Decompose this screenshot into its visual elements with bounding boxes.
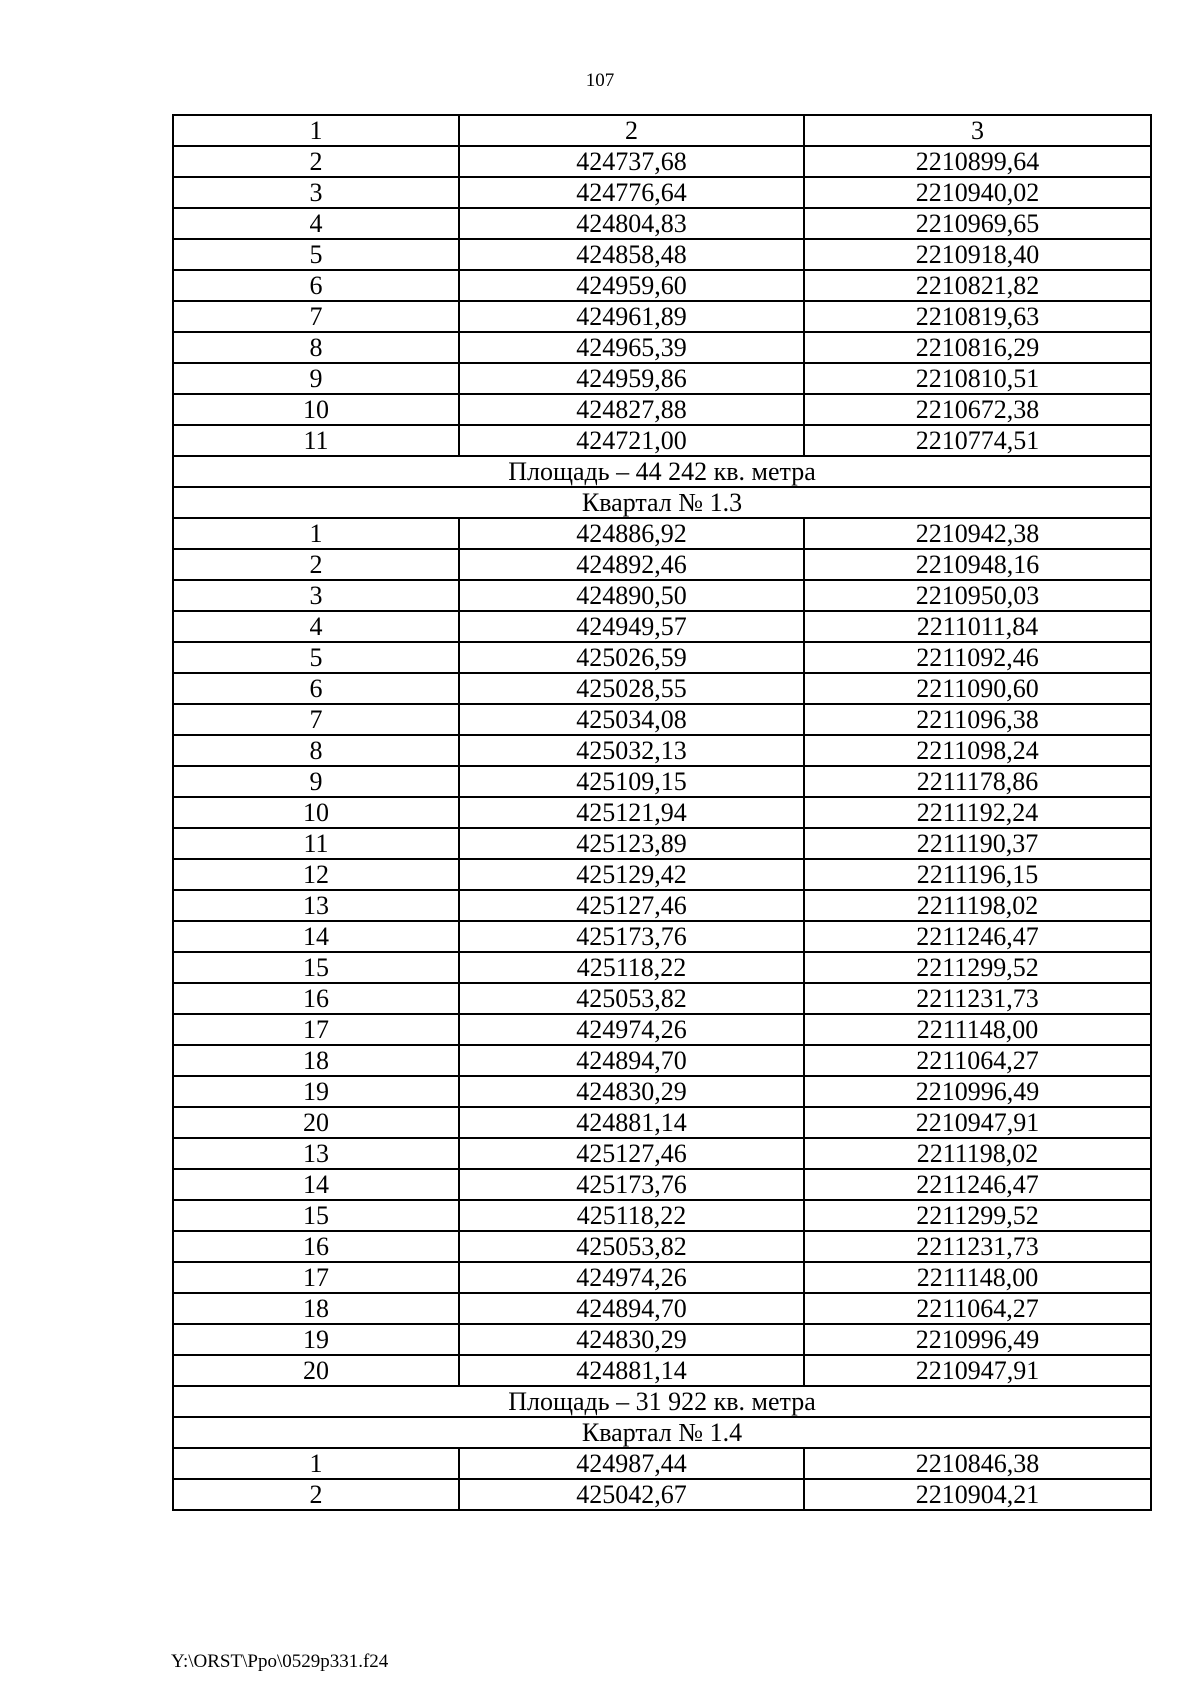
x-coordinate-cell: 425118,22	[459, 1200, 804, 1231]
point-number-cell: 4	[173, 611, 459, 642]
y-coordinate-cell: 2210942,38	[804, 518, 1151, 549]
x-coordinate-cell: 424776,64	[459, 177, 804, 208]
table-header-row	[173, 115, 1151, 146]
x-coordinate-cell: 424886,92	[459, 518, 804, 549]
table-row	[173, 1324, 1151, 1355]
point-number-cell: 2	[173, 1479, 459, 1510]
x-coordinate-cell: 425026,59	[459, 642, 804, 673]
point-number-cell: 3	[173, 177, 459, 208]
x-coordinate-cell: 425042,67	[459, 1479, 804, 1510]
x-coordinate-cell: 424894,70	[459, 1293, 804, 1324]
point-number-cell: 8	[173, 735, 459, 766]
point-number-cell: 1	[173, 1448, 459, 1479]
table-row	[173, 921, 1151, 952]
y-coordinate-cell: 2211196,15	[804, 859, 1151, 890]
x-coordinate-cell: 425032,13	[459, 735, 804, 766]
y-coordinate-cell: 2211231,73	[804, 983, 1151, 1014]
point-number-cell: 11	[173, 828, 459, 859]
point-number-cell: 16	[173, 1231, 459, 1262]
y-coordinate-cell: 2210821,82	[804, 270, 1151, 301]
table-row	[173, 177, 1151, 208]
table-row	[173, 1448, 1151, 1479]
x-coordinate-cell: 425053,82	[459, 983, 804, 1014]
x-coordinate-cell: 424830,29	[459, 1324, 804, 1355]
y-coordinate-cell: 2211148,00	[804, 1014, 1151, 1045]
table-row	[173, 983, 1151, 1014]
table-row	[173, 363, 1151, 394]
x-coordinate-cell: 425127,46	[459, 1138, 804, 1169]
table-row	[173, 859, 1151, 890]
table-row	[173, 425, 1151, 456]
y-coordinate-cell: 2210846,38	[804, 1448, 1151, 1479]
table-row	[173, 301, 1151, 332]
y-coordinate-cell: 2211011,84	[804, 611, 1151, 642]
section-heading-cell: Площадь – 31 922 кв. метра	[173, 1386, 1151, 1417]
y-coordinate-cell: 2211299,52	[804, 1200, 1151, 1231]
header-cell-x-coordinate: 2	[459, 115, 804, 146]
point-number-cell: 7	[173, 301, 459, 332]
point-number-cell: 19	[173, 1076, 459, 1107]
x-coordinate-cell: 424974,26	[459, 1262, 804, 1293]
point-number-cell: 2	[173, 146, 459, 177]
y-coordinate-cell: 2210950,03	[804, 580, 1151, 611]
point-number-cell: 20	[173, 1107, 459, 1138]
table-section-row	[173, 456, 1151, 487]
table-section-row	[173, 487, 1151, 518]
point-number-cell: 9	[173, 766, 459, 797]
x-coordinate-cell: 424961,89	[459, 301, 804, 332]
x-coordinate-cell: 424974,26	[459, 1014, 804, 1045]
point-number-cell: 13	[173, 1138, 459, 1169]
x-coordinate-cell: 425028,55	[459, 673, 804, 704]
point-number-cell: 15	[173, 952, 459, 983]
y-coordinate-cell: 2210969,65	[804, 208, 1151, 239]
y-coordinate-cell: 2211198,02	[804, 1138, 1151, 1169]
point-number-cell: 17	[173, 1014, 459, 1045]
table-row	[173, 1076, 1151, 1107]
x-coordinate-cell: 424949,57	[459, 611, 804, 642]
x-coordinate-cell: 425127,46	[459, 890, 804, 921]
x-coordinate-cell: 424721,00	[459, 425, 804, 456]
section-heading-cell: Квартал № 1.4	[173, 1417, 1151, 1448]
x-coordinate-cell: 424965,39	[459, 332, 804, 363]
x-coordinate-cell: 424987,44	[459, 1448, 804, 1479]
table-row	[173, 1014, 1151, 1045]
y-coordinate-cell: 2211064,27	[804, 1045, 1151, 1076]
x-coordinate-cell: 424881,14	[459, 1107, 804, 1138]
table-section-row	[173, 1386, 1151, 1417]
header-cell-point-number: 1	[173, 115, 459, 146]
y-coordinate-cell: 2210996,49	[804, 1076, 1151, 1107]
point-number-cell: 10	[173, 797, 459, 828]
y-coordinate-cell: 2210947,91	[804, 1355, 1151, 1386]
header-cell-y-coordinate: 3	[804, 115, 1151, 146]
table-row	[173, 766, 1151, 797]
table-row	[173, 704, 1151, 735]
x-coordinate-cell: 425109,15	[459, 766, 804, 797]
point-number-cell: 12	[173, 859, 459, 890]
table-row	[173, 146, 1151, 177]
point-number-cell: 20	[173, 1355, 459, 1386]
table-row	[173, 1231, 1151, 1262]
y-coordinate-cell: 2211198,02	[804, 890, 1151, 921]
point-number-cell: 14	[173, 1169, 459, 1200]
table-row	[173, 890, 1151, 921]
x-coordinate-cell: 424890,50	[459, 580, 804, 611]
point-number-cell: 5	[173, 642, 459, 673]
x-coordinate-cell: 424892,46	[459, 549, 804, 580]
x-coordinate-cell: 425034,08	[459, 704, 804, 735]
point-number-cell: 18	[173, 1293, 459, 1324]
table-row	[173, 332, 1151, 363]
y-coordinate-cell: 2210819,63	[804, 301, 1151, 332]
table-row	[173, 673, 1151, 704]
footer-file-path: Y:\ORST\Ppo\0529p331.f24	[171, 1651, 389, 1672]
y-coordinate-cell: 2210672,38	[804, 394, 1151, 425]
x-coordinate-cell: 424959,60	[459, 270, 804, 301]
y-coordinate-cell: 2211090,60	[804, 673, 1151, 704]
point-number-cell: 15	[173, 1200, 459, 1231]
point-number-cell: 9	[173, 363, 459, 394]
y-coordinate-cell: 2210904,21	[804, 1479, 1151, 1510]
table-row	[173, 270, 1151, 301]
point-number-cell: 11	[173, 425, 459, 456]
table-row	[173, 394, 1151, 425]
x-coordinate-cell: 425121,94	[459, 797, 804, 828]
point-number-cell: 4	[173, 208, 459, 239]
y-coordinate-cell: 2210940,02	[804, 177, 1151, 208]
x-coordinate-cell: 424858,48	[459, 239, 804, 270]
table-row	[173, 1107, 1151, 1138]
y-coordinate-cell: 2211178,86	[804, 766, 1151, 797]
coordinates-table	[172, 114, 1152, 1511]
x-coordinate-cell: 424804,83	[459, 208, 804, 239]
y-coordinate-cell: 2211190,37	[804, 828, 1151, 859]
point-number-cell: 1	[173, 518, 459, 549]
point-number-cell: 17	[173, 1262, 459, 1293]
page-number: 107	[585, 70, 615, 91]
table-row	[173, 239, 1151, 270]
point-number-cell: 10	[173, 394, 459, 425]
x-coordinate-cell: 424830,29	[459, 1076, 804, 1107]
point-number-cell: 18	[173, 1045, 459, 1076]
section-heading-cell: Площадь – 44 242 кв. метра	[173, 456, 1151, 487]
point-number-cell: 7	[173, 704, 459, 735]
table-row	[173, 1355, 1151, 1386]
y-coordinate-cell: 2210918,40	[804, 239, 1151, 270]
table-row	[173, 1479, 1151, 1510]
table-row	[173, 952, 1151, 983]
table-row	[173, 549, 1151, 580]
y-coordinate-cell: 2211096,38	[804, 704, 1151, 735]
table-row	[173, 1262, 1151, 1293]
y-coordinate-cell: 2211299,52	[804, 952, 1151, 983]
y-coordinate-cell: 2211231,73	[804, 1231, 1151, 1262]
x-coordinate-cell: 424881,14	[459, 1355, 804, 1386]
table-row	[173, 611, 1151, 642]
y-coordinate-cell: 2210948,16	[804, 549, 1151, 580]
x-coordinate-cell: 425053,82	[459, 1231, 804, 1262]
x-coordinate-cell: 424894,70	[459, 1045, 804, 1076]
x-coordinate-cell: 425118,22	[459, 952, 804, 983]
coordinates-table-body	[173, 115, 1151, 1510]
section-heading-cell: Квартал № 1.3	[173, 487, 1151, 518]
point-number-cell: 14	[173, 921, 459, 952]
point-number-cell: 8	[173, 332, 459, 363]
table-row	[173, 580, 1151, 611]
point-number-cell: 3	[173, 580, 459, 611]
table-row	[173, 797, 1151, 828]
y-coordinate-cell: 2210996,49	[804, 1324, 1151, 1355]
table-row	[173, 1138, 1151, 1169]
x-coordinate-cell: 424959,86	[459, 363, 804, 394]
y-coordinate-cell: 2211064,27	[804, 1293, 1151, 1324]
table-row	[173, 1293, 1151, 1324]
table-row	[173, 518, 1151, 549]
y-coordinate-cell: 2210810,51	[804, 363, 1151, 394]
x-coordinate-cell: 425173,76	[459, 921, 804, 952]
point-number-cell: 6	[173, 673, 459, 704]
x-coordinate-cell: 425123,89	[459, 828, 804, 859]
x-coordinate-cell: 425129,42	[459, 859, 804, 890]
table-row	[173, 828, 1151, 859]
y-coordinate-cell: 2210774,51	[804, 425, 1151, 456]
table-row	[173, 1045, 1151, 1076]
x-coordinate-cell: 425173,76	[459, 1169, 804, 1200]
point-number-cell: 5	[173, 239, 459, 270]
point-number-cell: 2	[173, 549, 459, 580]
y-coordinate-cell: 2211192,24	[804, 797, 1151, 828]
y-coordinate-cell: 2210947,91	[804, 1107, 1151, 1138]
y-coordinate-cell: 2211148,00	[804, 1262, 1151, 1293]
x-coordinate-cell: 424827,88	[459, 394, 804, 425]
y-coordinate-cell: 2211246,47	[804, 1169, 1151, 1200]
y-coordinate-cell: 2211246,47	[804, 921, 1151, 952]
point-number-cell: 13	[173, 890, 459, 921]
point-number-cell: 16	[173, 983, 459, 1014]
table-row	[173, 1169, 1151, 1200]
table-row	[173, 735, 1151, 766]
point-number-cell: 19	[173, 1324, 459, 1355]
table-row	[173, 208, 1151, 239]
y-coordinate-cell: 2210899,64	[804, 146, 1151, 177]
y-coordinate-cell: 2211098,24	[804, 735, 1151, 766]
table-section-row	[173, 1417, 1151, 1448]
y-coordinate-cell: 2211092,46	[804, 642, 1151, 673]
table-row	[173, 1200, 1151, 1231]
x-coordinate-cell: 424737,68	[459, 146, 804, 177]
table-row	[173, 642, 1151, 673]
y-coordinate-cell: 2210816,29	[804, 332, 1151, 363]
point-number-cell: 6	[173, 270, 459, 301]
